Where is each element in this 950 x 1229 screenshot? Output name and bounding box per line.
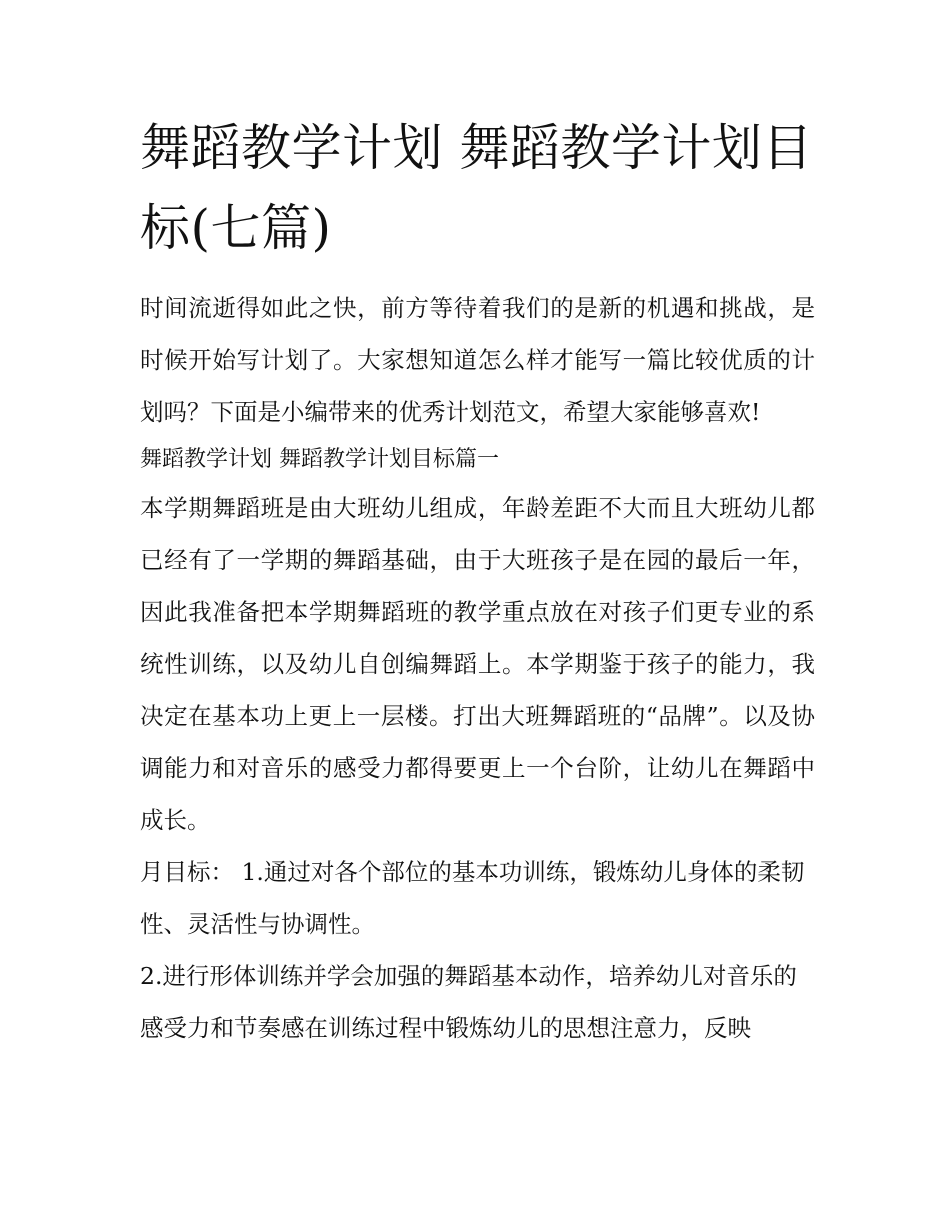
section-body-paragraph: 本学期舞蹈班是由大班幼儿组成，年龄差距不大而且大班幼儿都已经有了一学期的舞蹈基础，由于大班孩子是在园的最后一年，因此我准备把本学期舞蹈班的教学重点放在对孩子们更专业的系统性训练，以及幼儿自创编舞蹈上。本学期鉴于孩子的能力，我决定在基本功上更上一层楼。打出大班舞蹈班的“品牌”。以及协调能力和对音乐的感受力都得要更上一个台阶，让幼儿在舞蹈中成长。 (140, 494, 815, 834)
goal-item-2: 2.进行形体训练并学会加强的舞蹈基本动作，培养幼儿对音乐的感受力和节奏感在训练过程中锻炼幼儿的思想注意力，反映 (140, 962, 797, 1042)
section-heading: 舞蹈教学计划 舞蹈教学计划目标篇一 (140, 447, 499, 472)
document-page (140, 108, 815, 1054)
intro-paragraph: 时间流逝得如此之快，前方等待着我们的是新的机遇和挑战，是时候开始写计划了。大家想知道怎么样才能写一篇比较优质的计划吗？下面是小编带来的优秀计划范文，希望大家能够喜欢! (140, 294, 815, 426)
goal-item-1: 月目标： 1.通过对各个部位的基本功训练，锻炼幼儿身体的柔韧性、灵活性与协调性。 (140, 858, 805, 938)
document-title: 舞蹈教学计划 舞蹈教学计划目标(七篇) (140, 119, 813, 257)
